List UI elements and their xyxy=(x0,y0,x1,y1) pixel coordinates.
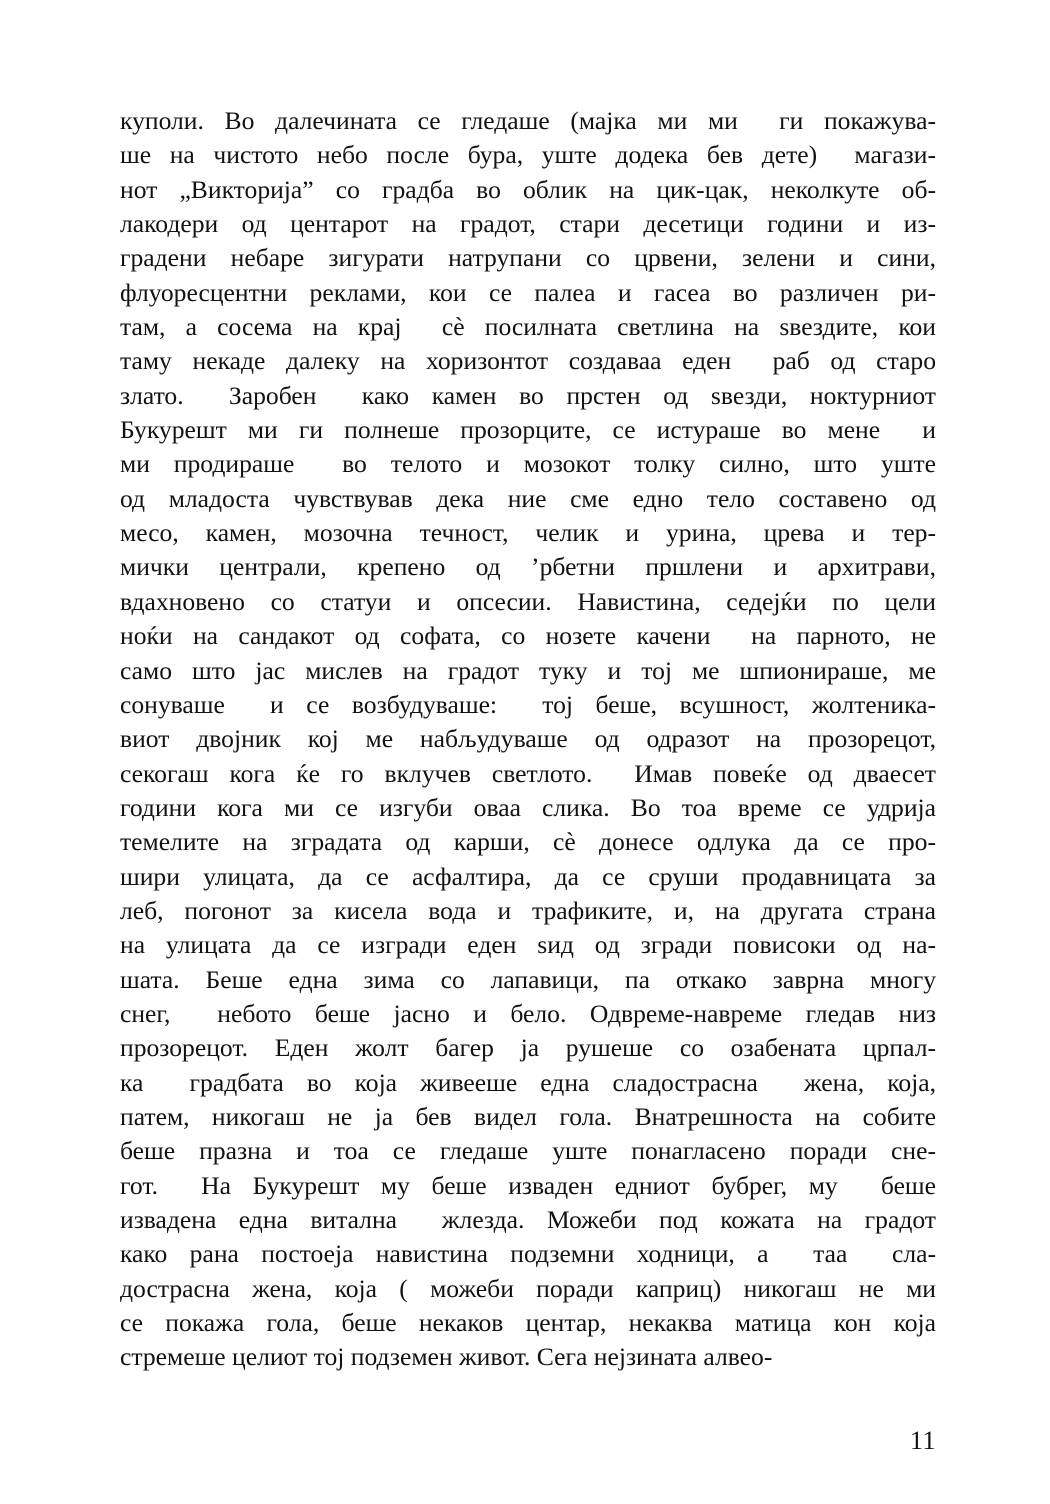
body-line: виот двојник кој ме набљудуваше од одразот на прозорецот, xyxy=(120,724,936,754)
body-line: се покажа гола, беше некаков центар, некаква матица кон која xyxy=(120,1308,936,1338)
body-line: прозорецот. Еден жолт багер ја рушеше со озабената црпал- xyxy=(120,1033,936,1063)
body-line: извадена една витална жлезда. Можеби под кожата на градот xyxy=(120,1205,936,1234)
body-line: шата. Беше една зима со лапавици, па откако заврна многу xyxy=(120,964,936,994)
body-line: стремеше целиот тој подземен живот. Сега нејзината алвео- xyxy=(120,1342,773,1372)
body-line: само што јас мислев на градот туку и тој ме шпионираше, ме xyxy=(120,655,936,685)
body-line: патем, никогаш не ја бев видел гола. Внатрешноста на собите xyxy=(120,1101,936,1131)
body-line: Букурешт ми ги полнеше прозорците, се истураше во мене и xyxy=(120,415,936,445)
body-line: леб, погонот за кисела вода и трафиките, и, на другата страна xyxy=(120,895,936,925)
body-line: секогаш кога ќе го вклучев светлото. Имав повеќе од дваесет xyxy=(120,758,936,788)
body-line: шири улицата, да се асфалтира, да се сруши продавницата за xyxy=(120,861,936,891)
body-line: снег, небото беше јасно и бело. Одвреме-навреме гледав низ xyxy=(120,998,936,1028)
body-line: куполи. Во далечината се гледаше (мајка ми ми ги покажува- xyxy=(120,106,936,135)
body-line: нот „Викторија” со градба во облик на цик-цак, неколкуте об- xyxy=(120,174,936,204)
body-line: ми продираше во телото и мозокот толку силно, што уште xyxy=(120,449,936,479)
body-line: како рана постоеја навистина подземни ходници, а таа сла- xyxy=(120,1239,936,1269)
body-line: ше на чистото небо после бура, уште додека бев дете) магази- xyxy=(120,140,936,170)
body-line: таму некаде далеку на хоризонтот создаваа еден раб од старо xyxy=(120,346,936,376)
body-line: беше празна и тоа се гледаше уште понагласено поради сне- xyxy=(120,1136,936,1166)
body-line: вдахновено со статуи и опсесии. Навистина, седејќи по цели xyxy=(120,586,936,616)
body-line: градени небаре зигурати натрупани со црвени, зелени и сини, xyxy=(120,243,936,273)
page-number: 11 xyxy=(909,1426,936,1455)
body-line: години кога ми се изгуби оваа слика. Во тоа време се удрија xyxy=(120,792,936,822)
body-text xyxy=(120,104,936,1375)
body-line: флуоресцентни реклами, кои се палеа и гасеа во различен ри- xyxy=(120,277,936,307)
body-line: на улицата да се изгради еден ѕид од згради повисоки од на- xyxy=(120,930,936,960)
body-line: гот. На Букурешт му беше изваден едниот бубрег, му беше xyxy=(120,1170,936,1200)
body-line: месо, камен, мозочна течност, челик и урина, црева и тер- xyxy=(120,518,936,548)
body-line: ка градбата во која живееше една сладострасна жена, која, xyxy=(120,1067,936,1097)
body-line: ноќи на сандакот од софата, со нозете качени на парното, не xyxy=(120,621,936,651)
body-line: сонуваше и се возбудуваше: тој беше, всушност, жолтеника- xyxy=(120,689,936,719)
body-line: мички централи, крепено од ’рбетни пршлени и архитрави, xyxy=(120,552,936,582)
body-line: темелите на зградата од карши, сѐ донесе одлука да се про- xyxy=(120,827,936,857)
body-line: од младоста чувствував дека ние сме едно тело составено од xyxy=(120,483,936,513)
body-line: злато. Заробен како камен во прстен од ѕвезди, ноктурниот xyxy=(120,380,936,410)
body-line: там, а сосема на крај сѐ посилната светлина на ѕвездите, кои xyxy=(120,312,936,342)
body-line: лакодери од центарот на градот, стари десетици години и из- xyxy=(120,209,936,239)
body-line: дострасна жена, која ( можеби поради каприц) никогаш не ми xyxy=(120,1273,936,1303)
